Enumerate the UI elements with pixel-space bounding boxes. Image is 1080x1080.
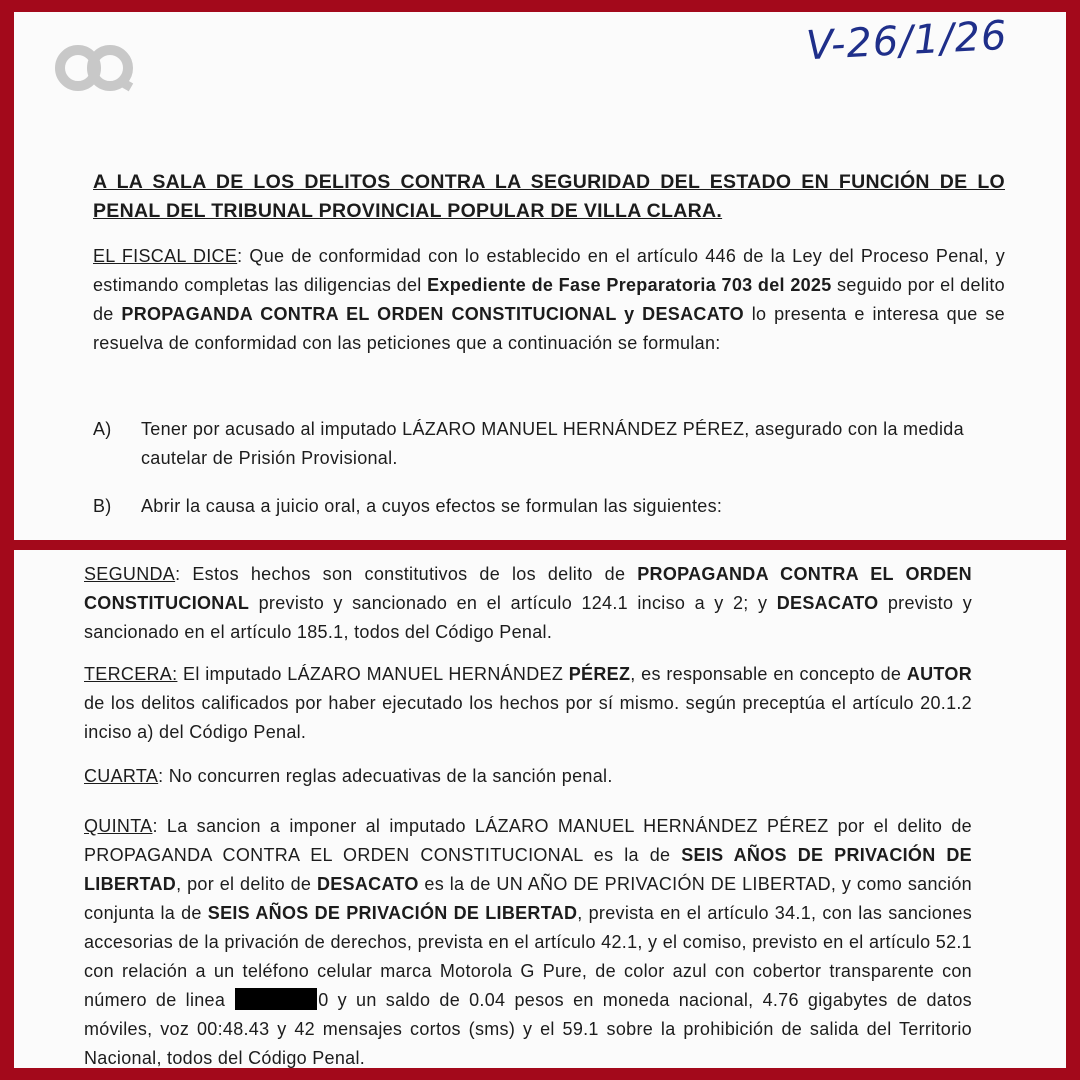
- quinta-bold-2: DESACATO: [316, 874, 419, 894]
- segunda-bold-1: PROPAGANDA CONTRA EL ORDEN CONSTITUCIONAL: [84, 564, 972, 613]
- document-heading: A LA SALA DE LOS DELITOS CONTRA LA SEGURIDAD DEL ESTADO EN FUNCIÓN DE LO PENAL DEL TRIBUNAL PROVINCIAL POPULAR DE VILLA CLARA.: [93, 171, 1005, 222]
- quinta-text-5: 0 y un saldo de 0.04 pesos en moneda nacional, 4.76 gigabytes de datos móviles, voz 00:48.43 y 42 mensajes cortos (sms) y el 59.1 sobre la prohibición de salida del Territorio Nacional, todos del Código Penal.: [84, 990, 972, 1068]
- tercera-bold-2: AUTOR: [906, 664, 972, 684]
- tercera-paragraph: [84, 660, 972, 747]
- item-text-a: Tener por acusado al imputado LÁZARO MANUEL HERNÁNDEZ PÉREZ, asegurado con la medida cautelar de Prisión Provisional.: [141, 419, 964, 468]
- petition-item-b: [93, 492, 1005, 521]
- cuarta-text-1: : No concurren reglas adecuativas de la sanción penal.: [158, 766, 613, 786]
- fiscal-paragraph: [93, 242, 1005, 358]
- document-page-top: [14, 12, 1066, 540]
- cuarta-lead: CUARTA: [84, 766, 159, 786]
- segunda-lead: SEGUNDA: [84, 564, 176, 584]
- tercera-bold-1: PÉREZ: [568, 664, 631, 684]
- tercera-text-3: de los delitos calificados por haber ejecutado los hechos por sí mismo. según preceptúa el artículo 20.1.2 inciso a) del Código Penal.: [84, 693, 972, 742]
- item-text-b: Abrir la causa a juicio oral, a cuyos efectos se formulan las siguientes:: [141, 496, 723, 516]
- quinta-text-3: es la de UN AÑO DE PRIVACIÓN DE LIBERTAD, y como sanción conjunta la de: [84, 874, 972, 923]
- item-letter-a: A): [93, 419, 112, 439]
- segunda-text-2: previsto y sancionado en el artículo 124.1 inciso a y 2; y: [249, 593, 777, 613]
- fiscal-text-2: seguido por el delito de: [93, 275, 1005, 324]
- quinta-text-4: , prevista en el artículo 34.1, con las sanciones accesorias de la privación de derechos, prevista en el artículo 42.1, y el comiso, previsto en el artículo 52.1 con relación a un teléfono celular marca Motorola G Pure, de color azul con cobertor transparente con número de linea: [84, 903, 972, 1010]
- quinta-lead: QUINTA: [84, 816, 153, 836]
- fiscal-lead: EL FISCAL DICE: [93, 246, 238, 266]
- item-letter-b: B): [93, 496, 112, 516]
- tercera-text-2: , es responsable en concepto de: [630, 664, 907, 684]
- quinta-bold-1: SEIS AÑOS DE PRIVACIÓN DE LIBERTAD: [84, 845, 972, 894]
- tercera-text-1: El imputado LÁZARO MANUEL HERNÁNDEZ: [177, 664, 569, 684]
- brand-logo-icon: [54, 40, 134, 96]
- segunda-text-1: : Estos hechos son constitutivos de los delito de: [175, 564, 638, 584]
- redaction-block: [235, 988, 317, 1010]
- segunda-paragraph: [84, 560, 972, 647]
- fiscal-bold-1: Expediente de Fase Preparatoria 703 del 2025: [427, 275, 832, 295]
- segunda-bold-2: DESACATO: [776, 593, 879, 613]
- quinta-bold-3: SEIS AÑOS DE PRIVACIÓN DE LIBERTAD: [207, 903, 578, 923]
- segunda-text-3: previsto y sancionado en el artículo 185.1, todos del Código Penal.: [84, 593, 972, 642]
- tercera-lead: TERCERA:: [84, 664, 178, 684]
- fiscal-text-3: lo presenta e interesa que se resuelva de conformidad con las peticiones que a continuación se formulan:: [93, 304, 1005, 353]
- quinta-text-1: : La sancion a imponer al imputado LÁZARO MANUEL HERNÁNDEZ PÉREZ por el delito de PROPAGANDA CONTRA EL ORDEN CONSTITUCIONAL es la de: [84, 816, 972, 865]
- document-page-bottom: [14, 550, 1066, 1068]
- quinta-text-2: , por el delito de: [176, 874, 317, 894]
- quinta-paragraph: [84, 812, 972, 1068]
- fiscal-text-1: : Que de conformidad con lo establecido en el artículo 446 de la Ley del Proceso Penal, y estimando completas las diligencias del: [93, 246, 1005, 295]
- cuarta-paragraph: [84, 762, 972, 791]
- petition-item-a: [93, 415, 1005, 473]
- fiscal-bold-2: PROPAGANDA CONTRA EL ORDEN CONSTITUCIONAL y DESACATO: [121, 304, 744, 324]
- handwritten-date-note: V-26/1/26: [805, 12, 1010, 70]
